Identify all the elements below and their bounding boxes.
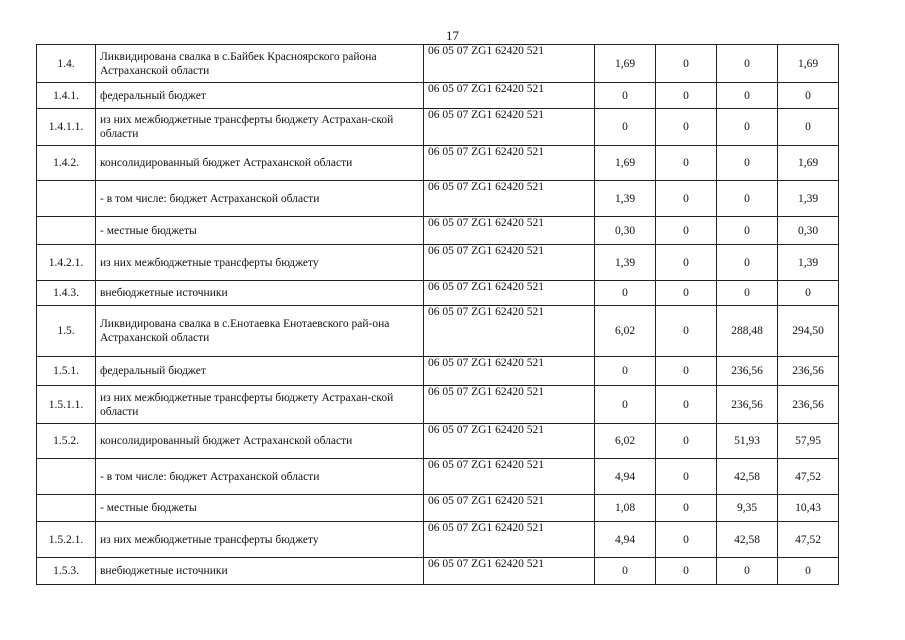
row-name: - в том числе: бюджет Астраханской области [96,181,424,217]
table-row [37,522,839,558]
row-value-2: 0 [656,558,717,585]
row-code: 06 05 07 ZG1 62420 521 [424,306,595,357]
row-value-1: 1,39 [595,181,656,217]
row-number [37,217,96,245]
row-code: 06 05 07 ZG1 62420 521 [424,245,595,281]
row-value-3: 236,56 [717,386,778,424]
row-value-total: 0,30 [778,217,839,245]
table-body [37,45,839,585]
row-name: консолидированный бюджет Астраханской области [96,146,424,181]
row-value-3: 0 [717,181,778,217]
table-row [37,109,839,146]
row-value-1: 1,39 [595,245,656,281]
row-name: федеральный бюджет [96,357,424,386]
row-code: 06 05 07 ZG1 62420 521 [424,109,595,146]
row-value-3: 0 [717,83,778,109]
row-value-2: 0 [656,45,717,83]
row-value-3: 236,56 [717,357,778,386]
row-value-2: 0 [656,83,717,109]
row-name: из них межбюджетные трансферты бюджету [96,245,424,281]
row-value-2: 0 [656,357,717,386]
row-value-2: 0 [656,386,717,424]
row-value-total: 236,56 [778,357,839,386]
table-row [37,306,839,357]
row-value-3: 51,93 [717,424,778,459]
row-code: 06 05 07 ZG1 62420 521 [424,146,595,181]
row-value-2: 0 [656,424,717,459]
page-number: 17 [446,28,459,43]
row-number [37,181,96,217]
table-row [37,45,839,83]
row-value-total: 10,43 [778,495,839,522]
row-number: 1.5. [37,306,96,357]
row-value-1: 1,69 [595,45,656,83]
budget-table [36,44,839,585]
row-name: консолидированный бюджет Астраханской области [96,424,424,459]
table-row [37,181,839,217]
table-row [37,424,839,459]
row-value-3: 288,48 [717,306,778,357]
row-code: 06 05 07 ZG1 62420 521 [424,424,595,459]
row-value-total: 1,69 [778,45,839,83]
row-value-3: 0 [717,146,778,181]
table-row [37,495,839,522]
row-value-1: 4,94 [595,459,656,495]
row-value-3: 42,58 [717,522,778,558]
row-number: 1.5.2. [37,424,96,459]
row-name: - местные бюджеты [96,217,424,245]
row-value-total: 294,50 [778,306,839,357]
row-code: 06 05 07 ZG1 62420 521 [424,459,595,495]
row-value-3: 9,35 [717,495,778,522]
row-code: 06 05 07 ZG1 62420 521 [424,522,595,558]
row-code: 06 05 07 ZG1 62420 521 [424,495,595,522]
row-value-3: 0 [717,245,778,281]
table-row [37,245,839,281]
row-code: 06 05 07 ZG1 62420 521 [424,181,595,217]
row-value-1: 0 [595,558,656,585]
table-row [37,217,839,245]
row-value-1: 6,02 [595,424,656,459]
row-value-2: 0 [656,459,717,495]
row-value-total: 47,52 [778,459,839,495]
row-number: 1.4.2. [37,146,96,181]
table-row [37,281,839,306]
row-value-2: 0 [656,281,717,306]
table-row [37,83,839,109]
row-value-3: 0 [717,109,778,146]
table-row [37,146,839,181]
row-name: федеральный бюджет [96,83,424,109]
row-value-1: 0 [595,109,656,146]
row-value-1: 0 [595,281,656,306]
row-value-total: 47,52 [778,522,839,558]
row-number: 1.4. [37,45,96,83]
row-value-2: 0 [656,306,717,357]
row-code: 06 05 07 ZG1 62420 521 [424,386,595,424]
row-value-2: 0 [656,109,717,146]
row-value-3: 42,58 [717,459,778,495]
row-number: 1.5.2.1. [37,522,96,558]
row-number [37,495,96,522]
row-value-total: 236,56 [778,386,839,424]
row-code: 06 05 07 ZG1 62420 521 [424,45,595,83]
row-value-1: 1,08 [595,495,656,522]
row-code: 06 05 07 ZG1 62420 521 [424,83,595,109]
row-name: - в том числе: бюджет Астраханской области [96,459,424,495]
table-row [37,558,839,585]
row-name: Ликвидирована свалка в с.Енотаевка Енотаевского рай-она Астраханской области [96,306,424,357]
table-row [37,386,839,424]
row-value-1: 0 [595,357,656,386]
table-row [37,459,839,495]
row-name: внебюджетные источники [96,558,424,585]
row-value-2: 0 [656,181,717,217]
table-row [37,357,839,386]
row-name: внебюджетные источники [96,281,424,306]
row-code: 06 05 07 ZG1 62420 521 [424,357,595,386]
row-code: 06 05 07 ZG1 62420 521 [424,217,595,245]
row-number: 1.4.1. [37,83,96,109]
row-value-3: 0 [717,45,778,83]
row-number: 1.5.1.1. [37,386,96,424]
row-value-2: 0 [656,245,717,281]
row-value-total: 0 [778,83,839,109]
row-name: Ликвидирована свалка в с.Байбек Красноярского района Астраханской области [96,45,424,83]
row-value-1: 0,30 [595,217,656,245]
row-value-2: 0 [656,146,717,181]
row-name: из них межбюджетные трансферты бюджету [96,522,424,558]
row-value-1: 1,69 [595,146,656,181]
row-number: 1.4.1.1. [37,109,96,146]
row-value-1: 0 [595,386,656,424]
row-value-3: 0 [717,281,778,306]
row-value-1: 4,94 [595,522,656,558]
row-value-3: 0 [717,558,778,585]
row-number: 1.5.1. [37,357,96,386]
row-value-total: 1,69 [778,146,839,181]
row-number: 1.5.3. [37,558,96,585]
row-name: из них межбюджетные трансферты бюджету Астрахан-ской области [96,386,424,424]
row-value-2: 0 [656,495,717,522]
row-value-total: 0 [778,558,839,585]
row-value-total: 57,95 [778,424,839,459]
row-value-3: 0 [717,217,778,245]
row-value-total: 1,39 [778,245,839,281]
row-number: 1.4.2.1. [37,245,96,281]
row-value-2: 0 [656,522,717,558]
row-number [37,459,96,495]
row-value-total: 0 [778,281,839,306]
row-name: - местные бюджеты [96,495,424,522]
row-code: 06 05 07 ZG1 62420 521 [424,281,595,306]
row-value-total: 0 [778,109,839,146]
row-value-1: 6,02 [595,306,656,357]
row-code: 06 05 07 ZG1 62420 521 [424,558,595,585]
row-value-2: 0 [656,217,717,245]
row-value-1: 0 [595,83,656,109]
row-number: 1.4.3. [37,281,96,306]
row-name: из них межбюджетные трансферты бюджету Астрахан-ской области [96,109,424,146]
row-value-total: 1,39 [778,181,839,217]
